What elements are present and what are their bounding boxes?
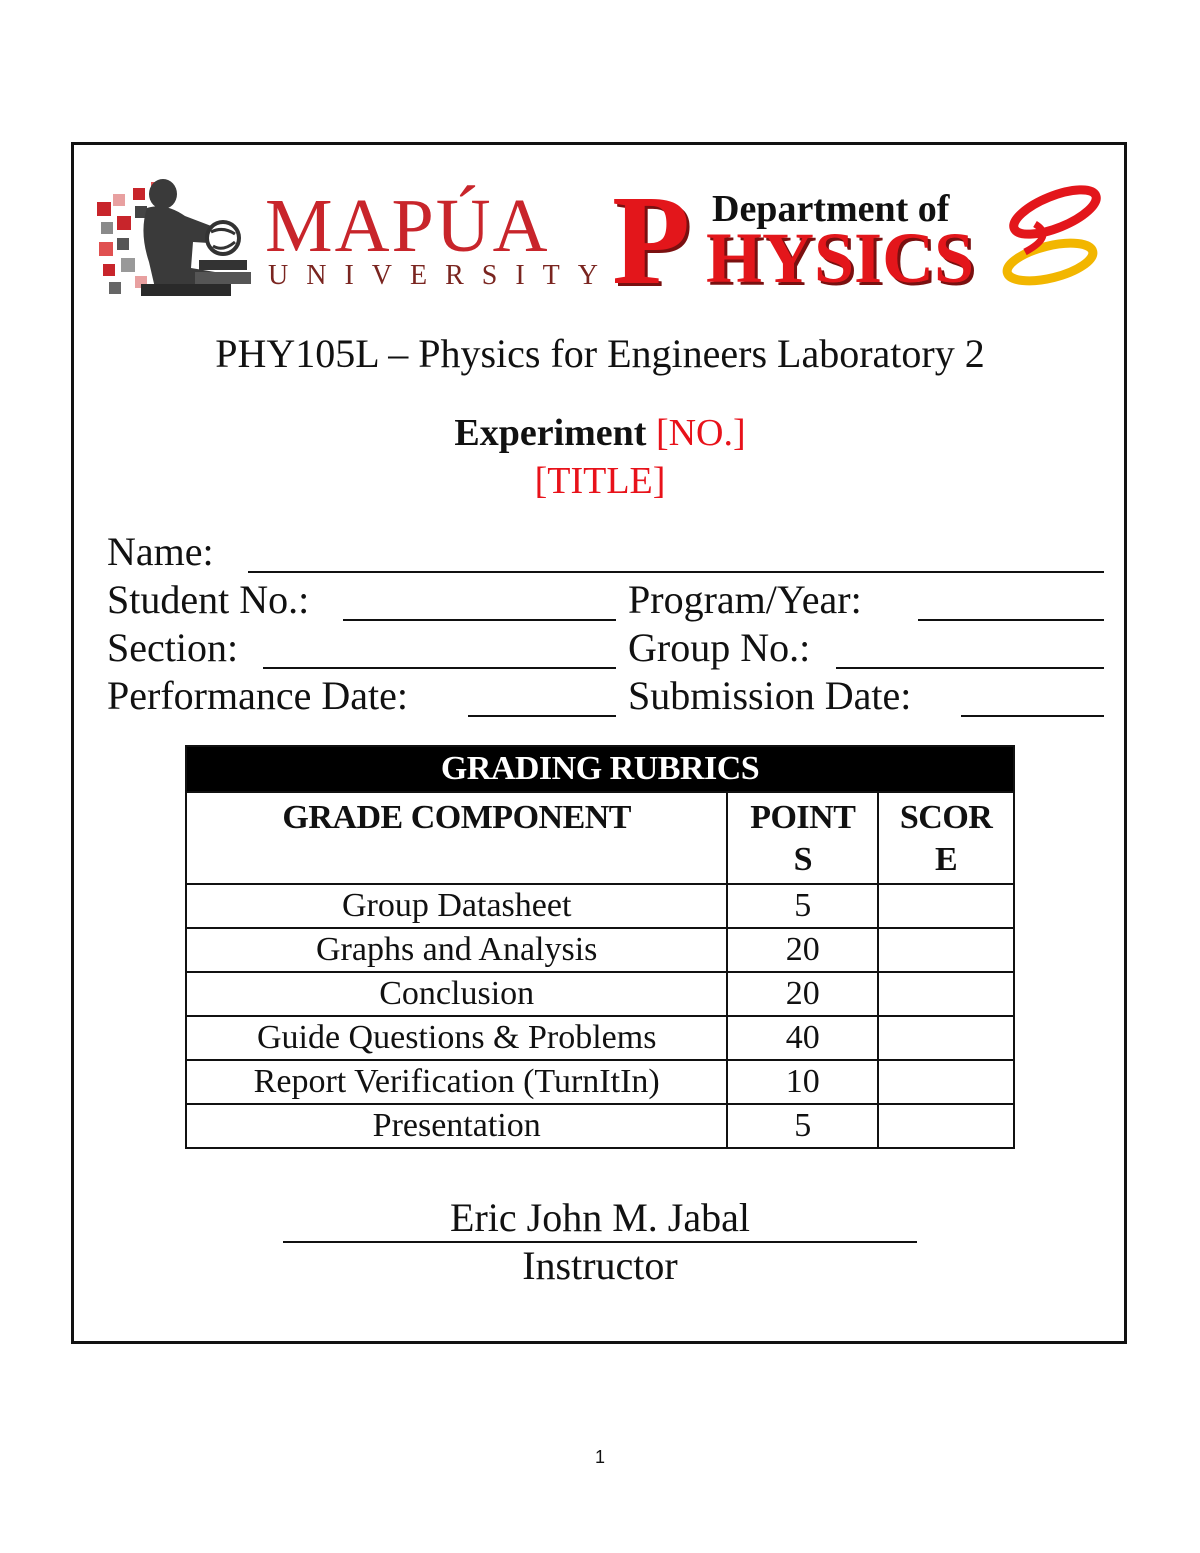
name-label: Name: [107, 529, 214, 574]
cover-frame [71, 142, 1127, 1344]
program-year-label: Program/Year: [628, 577, 862, 622]
component-cell: Presentation [186, 1104, 727, 1148]
performance-date-field[interactable] [468, 715, 616, 717]
table-row [186, 1060, 1014, 1104]
department-of-label: Department of [712, 188, 950, 230]
experiment-title: [TITLE] [534, 460, 666, 502]
university-wordmark: UNIVERSITY [268, 260, 616, 291]
score-cell[interactable] [878, 1016, 1014, 1060]
component-cell: Conclusion [186, 972, 727, 1016]
score-cell[interactable] [878, 1060, 1014, 1104]
col-points: POINT S [727, 792, 878, 884]
col-score: SCOR E [878, 792, 1014, 884]
component-cell: Graphs and Analysis [186, 928, 727, 972]
physics-initial: P [612, 169, 691, 311]
points-cell: 10 [727, 1060, 878, 1104]
submission-date-label: Submission Date: [628, 673, 912, 718]
table-row [186, 884, 1014, 928]
component-cell: Group Datasheet [186, 884, 727, 928]
mapua-wordmark: MAPÚA [265, 184, 550, 268]
course-title: PHY105L – Physics for Engineers Laboratory 2 [215, 331, 985, 376]
score-cell[interactable] [878, 928, 1014, 972]
submission-date-field[interactable] [961, 715, 1104, 717]
score-cell[interactable] [878, 884, 1014, 928]
instructor-role: Instructor [522, 1243, 678, 1288]
table-row [186, 1016, 1014, 1060]
component-cell: Guide Questions & Problems [186, 1016, 727, 1060]
table-row [186, 1104, 1014, 1148]
physics-wordmark: HYSICS [706, 218, 975, 298]
program-year-field[interactable] [918, 619, 1104, 621]
grading-rubric-table [185, 745, 1015, 1149]
group-no-field[interactable] [836, 667, 1104, 669]
col-grade-component: GRADE COMPONENT [186, 792, 727, 884]
experiment-heading [0, 414, 1200, 452]
score-cell[interactable] [878, 1104, 1014, 1148]
points-cell: 20 [727, 972, 878, 1016]
points-cell: 40 [727, 1016, 878, 1060]
student-no-field[interactable] [343, 619, 616, 621]
points-cell: 5 [727, 1104, 878, 1148]
student-no-label: Student No.: [107, 577, 310, 622]
points-cell: 5 [727, 884, 878, 928]
ring-swirl-icon [1003, 181, 1101, 288]
points-cell: 20 [727, 928, 878, 972]
component-cell: Report Verification (TurnItIn) [186, 1060, 727, 1104]
name-field[interactable] [248, 571, 1104, 573]
rubric-heading: GRADING RUBRICS [186, 746, 1014, 792]
table-row [186, 972, 1014, 1016]
score-cell[interactable] [878, 972, 1014, 1016]
experiment-label: Experiment [454, 412, 647, 454]
page-number: 1 [594, 1447, 605, 1467]
group-no-label: Group No.: [628, 625, 811, 670]
experiment-number: [NO.] [655, 412, 746, 454]
table-row [186, 928, 1014, 972]
section-label: Section: [107, 625, 239, 670]
section-field[interactable] [263, 667, 616, 669]
performance-date-label: Performance Date: [107, 673, 408, 718]
instructor-name: Eric John M. Jabal [450, 1195, 750, 1240]
